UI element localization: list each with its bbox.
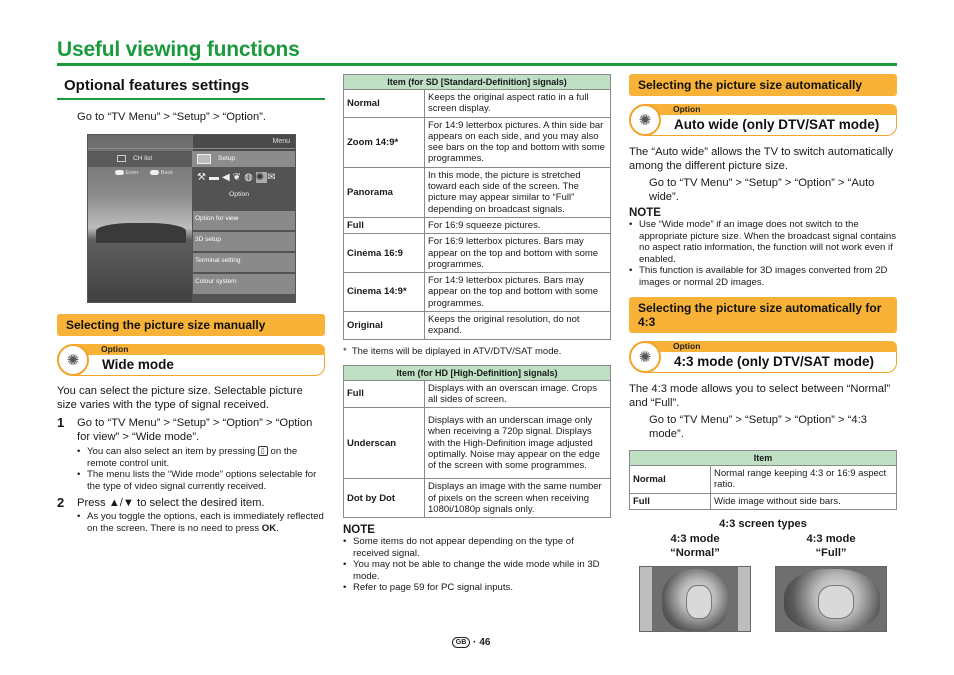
- note-list: [629, 219, 897, 288]
- step-1-bullet-1: • The menu lists the “Wide mode” options selectable for the type of video signal currently received.: [77, 469, 325, 492]
- screen-types-title: 4:3 screen types: [719, 517, 807, 530]
- page-number: 46: [479, 637, 491, 648]
- item-table-header: Item: [630, 451, 897, 466]
- list-item: • Refer to page 59 for PC signal inputs.: [343, 582, 611, 594]
- enter-hint: Enter Back: [115, 170, 173, 176]
- region-badge: GB: [452, 637, 470, 648]
- ch-list-row[interactable]: [88, 151, 192, 167]
- step-1-bullet-0: • You can also select an item by pressing ▯ on the remote control unit.: [77, 446, 325, 469]
- setup-label: Setup: [218, 155, 235, 162]
- manual-size-bar: Selecting the picture size manually: [57, 314, 325, 336]
- step-2-text: Press ▲/▼ to select the desired item.: [77, 497, 265, 509]
- list-item: • This function is available for 3D images converted from 2D images or normal 2D images.: [629, 265, 897, 288]
- option-gear-icon: ✺: [629, 104, 661, 136]
- option-tag: Option: [645, 341, 897, 352]
- note-list: [343, 536, 611, 594]
- step-2: [57, 496, 325, 534]
- page-footer: [452, 637, 490, 648]
- auto-43-bar: Selecting the picture size automatically for 4:3: [629, 297, 897, 333]
- step-2-number: 2: [57, 495, 65, 510]
- step-1: [57, 416, 325, 492]
- sd-footnote: * The items will be diplayed in ATV/DTV/SAT mode.: [343, 345, 562, 357]
- note-title: NOTE: [343, 524, 375, 537]
- table-row: Normal Keeps the original aspect ratio in a full screen display.: [344, 90, 611, 118]
- step-1-number: 1: [57, 415, 65, 430]
- section-heading: Optional features settings: [57, 72, 325, 100]
- option-tag: Option: [645, 104, 897, 115]
- table-row: Full Wide image without side bars.: [630, 493, 897, 509]
- table-row: Normal Normal range keeping 4:3 or 16:9 aspect ratio.: [630, 466, 897, 494]
- wrench-icon: ⚒: [197, 172, 209, 183]
- hd-table: [343, 365, 611, 518]
- title-rule: [57, 63, 897, 66]
- up-down-arrows-icon: ▲/▼: [108, 497, 134, 509]
- menu-item-1[interactable]: 3D setup: [193, 232, 295, 251]
- lion-full-image: [775, 566, 887, 632]
- left-column: [57, 72, 325, 534]
- table-row: Full For 16:9 squeeze pictures.: [344, 217, 611, 233]
- globe-icon: ◍: [244, 172, 256, 183]
- option-tag: Option: [73, 344, 325, 355]
- monitor-icon: ▬: [208, 172, 222, 183]
- table-row: Cinema 16:9 For 16:9 letterbox pictures. Bars may appear on the top and bottom with some programmes.: [344, 234, 611, 273]
- lion-normal-image: [639, 566, 751, 632]
- menu-item-0[interactable]: Option for view: [193, 211, 295, 230]
- wide-mode-option-header: [57, 344, 325, 376]
- page-title: Useful viewing functions: [57, 38, 300, 61]
- ch-list-icon: [117, 155, 126, 162]
- menu-item-2[interactable]: Terminal setting: [193, 253, 295, 272]
- screen-types: [629, 532, 897, 630]
- mode-43-option-header: [629, 341, 897, 373]
- menu-top-line: [88, 148, 295, 149]
- setup-tab[interactable]: [192, 151, 296, 167]
- mode-43-goto: Go to “TV Menu” > “Setup” > “Option” > “4:3 mode”.: [649, 414, 867, 440]
- goto-instruction: Go to “TV Menu” > “Setup” > “Option”.: [77, 111, 267, 123]
- table-row: Full Displays with an overscan image. Crops all sides of screen.: [344, 380, 611, 408]
- auto-wide-goto: Go to “TV Menu” > “Setup” > “Option” > “Auto wide”.: [649, 177, 875, 203]
- back-icon: [150, 170, 159, 175]
- ch-list-label: CH list: [133, 155, 153, 162]
- middle-column: [343, 74, 611, 594]
- type-full-label: 4:3 mode “Full”: [806, 532, 856, 559]
- side-bar-left: [640, 567, 652, 631]
- type-normal-label: 4:3 mode “Normal”: [670, 532, 720, 559]
- sd-table: [343, 74, 611, 340]
- sd-table-header: Item (for SD [Standard-Definition] signals): [344, 75, 611, 90]
- menu-top-label: Menu: [272, 138, 290, 145]
- speaker-icon: ◀: [221, 172, 233, 183]
- option-title: Auto wide (only DTV/SAT mode): [645, 115, 897, 136]
- table-row: Zoom 14:9* For 14:9 letterbox pictures. A thin side bar appears on each side, and you may also see bars on the top and bottom with some programmes.: [344, 117, 611, 167]
- mode-43-intro: The 4:3 mode allows you to select between “Normal” and “Full”.: [629, 383, 891, 409]
- lion-face: [818, 585, 854, 619]
- page-separator: ·: [473, 637, 477, 648]
- step-2-bullet-0: • As you toggle the options, each is immediately reflected on the screen. There is no need to press OK.: [77, 511, 325, 534]
- wide-mode-intro: You can select the picture size. Selectable picture size varies with the type of signal received.: [57, 385, 303, 411]
- right-column: [629, 74, 897, 630]
- list-item: • Some items do not appear depending on the type of received signal.: [343, 536, 611, 559]
- leaf-icon: ❦: [232, 172, 245, 183]
- step-2-bullets: [77, 511, 325, 534]
- table-row: Cinema 14:9* For 14:9 letterbox pictures. Bars may appear on the top and bottom with some programmes.: [344, 273, 611, 312]
- mail-icon: ✉: [267, 172, 279, 183]
- table-row: Original Keeps the original resolution, do not expand.: [344, 312, 611, 340]
- setup-panel: [192, 167, 296, 303]
- option-title: Wide mode: [73, 355, 325, 376]
- tv-menu-screenshot: [87, 134, 296, 303]
- setup-icon-row: [197, 172, 295, 186]
- tree-silhouette: [96, 223, 186, 243]
- table-row: Dot by Dot Displays an image with the same number of pixels on the screen when receiving 1080i/1080p signals only.: [344, 479, 611, 518]
- auto-size-bar: Selecting the picture size automatically: [629, 74, 897, 96]
- list-item: • You may not be able to change the wide mode while in 3D mode.: [343, 559, 611, 582]
- lion-face: [686, 585, 712, 619]
- option-label: Option: [229, 191, 250, 198]
- note-title: NOTE: [629, 207, 661, 219]
- menu-item-3[interactable]: Colour system: [193, 274, 295, 294]
- auto-wide-intro: The “Auto wide” allows the TV to switch automatically among the different picture size.: [629, 146, 894, 172]
- option-gear-icon: ✺: [629, 341, 661, 373]
- step-1-text: Go to “TV Menu” > “Setup” > “Option” > “Option for view” > “Wide mode”.: [77, 417, 313, 443]
- table-row: Underscan Displays with an underscan image only when receiving a 720p signal. Displays with the High-Definition image adjusted optimally. Noise may appear on the edge of the screen with some programmes.: [344, 408, 611, 479]
- side-bar-right: [738, 567, 750, 631]
- enter-icon: [115, 170, 124, 175]
- item-table: [629, 450, 897, 510]
- setup-icon: [197, 154, 211, 164]
- step-1-bullets: [77, 446, 325, 492]
- wide-button-icon: ▯: [258, 446, 268, 456]
- option-icon: ✺: [255, 172, 268, 183]
- option-title: 4:3 mode (only DTV/SAT mode): [645, 352, 897, 373]
- option-gear-icon: ✺: [57, 344, 89, 376]
- hd-table-header: Item (for HD [High-Definition] signals): [344, 365, 611, 380]
- list-item: • Use “Wide mode” if an image does not switch to the appropriate picture size. When the broadcast signal contains no aspect ratio information, the function will not work even if enabled.: [629, 219, 897, 265]
- table-row: Panorama In this mode, the picture is stretched toward each side of the screen. The picture may appear similar to “Full” depending on broadcast signals.: [344, 167, 611, 217]
- auto-wide-option-header: [629, 104, 897, 136]
